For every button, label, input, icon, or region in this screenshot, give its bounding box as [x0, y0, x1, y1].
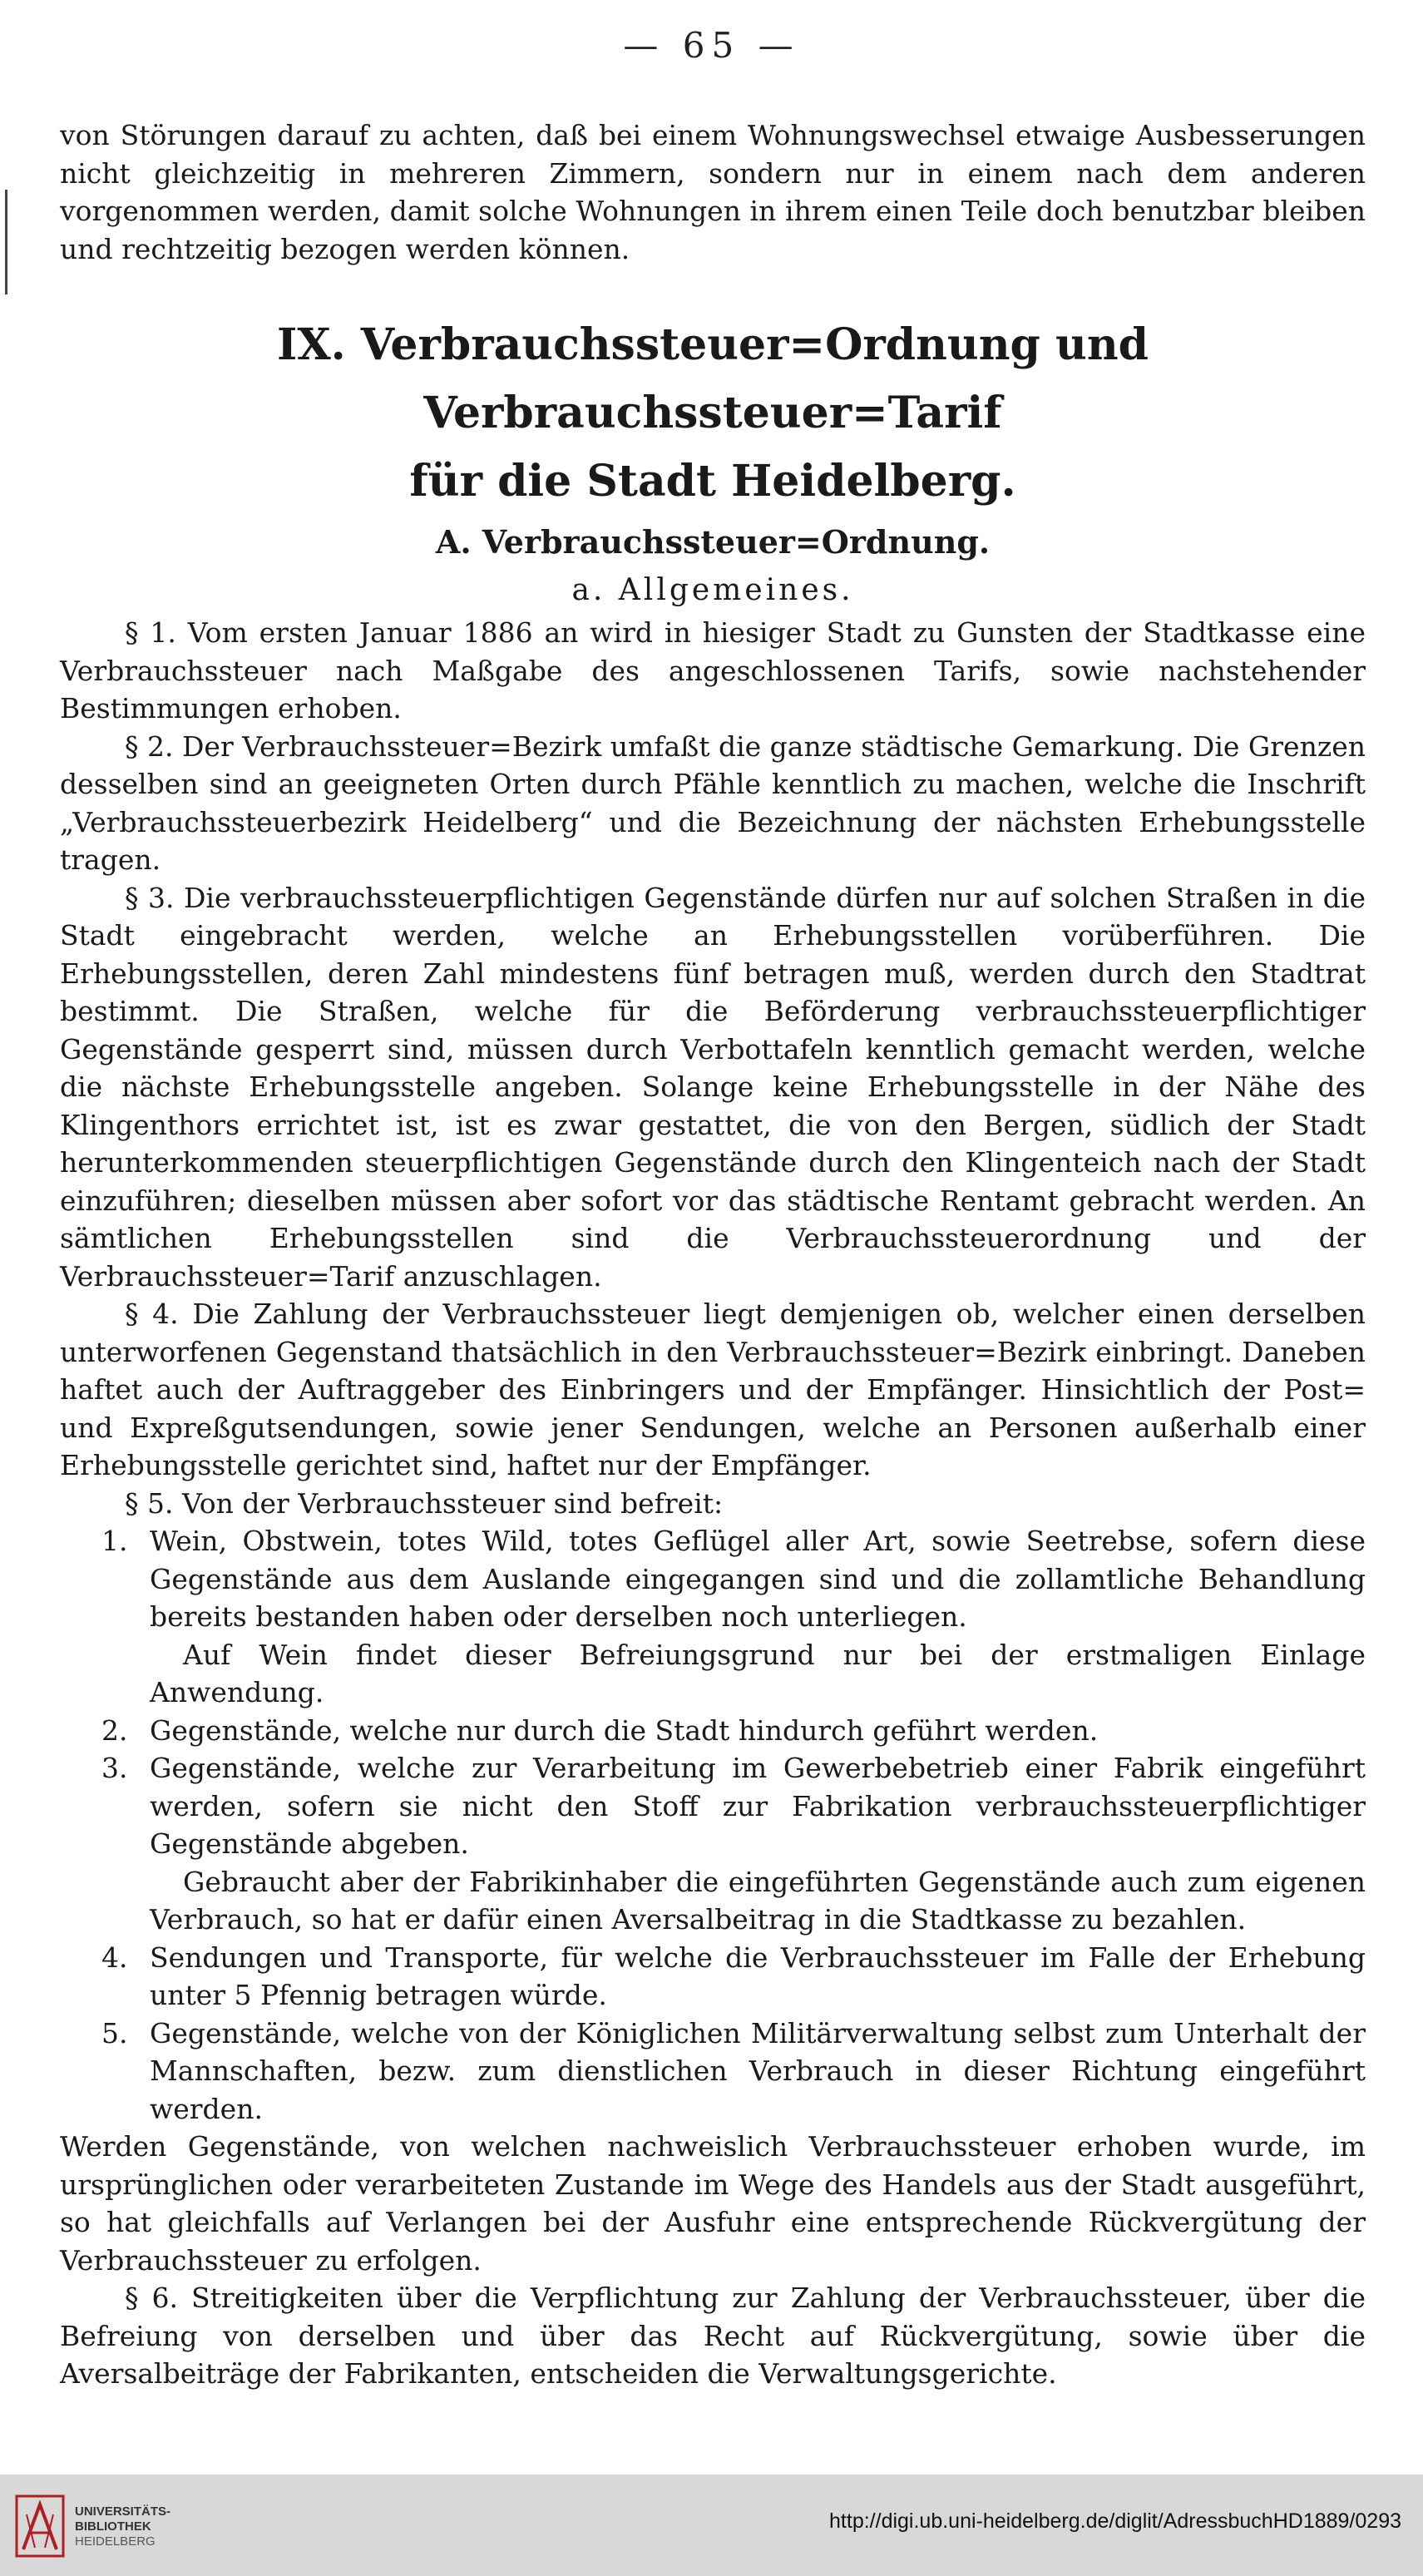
section-title-text: Verbrauchssteuer=Ordnung und Verbrauchssteuer=Tarif: [360, 319, 1149, 438]
paragraph-1: § 1. Vom ersten Januar 1886 an wird in hiesiger Stadt zu Gunsten der Stadtkasse eine Verbrauchssteuer nach Maßgabe des angeschlossenen Tarifs, sowie nachstehender Bestimmungen erhoben.: [60, 616, 1366, 724]
exemption-item: 2. Gegenstände, welche nur durch die Stadt hindurch geführt werden.: [101, 1713, 1099, 1747]
exemption-item: 3. Gegenstände, welche zur Verarbeitung im Gewerbebetrieb einer Fabrik eingeführt werden, sofern sie nicht den Stoff zur Fabrikation verbrauchssteuerpflichtiger Gegenstände abgeben.: [101, 1752, 1366, 1860]
viewer-footer-bar: [0, 2475, 1423, 2576]
paragraph-3: § 3. Die verbrauchssteuerpflichtigen Gegenstände dürfen nur auf solchen Straßen in die Stadt eingebracht werden, welche an Erhebungsstellen vorüberführen. Die Erhebungsstellen, deren Zahl mindestens fünf betragen muß, werden durch den Stadtrat bestimmt. Die Straßen, welche für die Beförderung verbrauchssteuerpflichtiger Gegenstände gesperrt sind, müssen durch Verbottafeln kenntlich gemacht werden, welche die nächste Erhebungsstelle angeben. Solange keine Erhebungsstelle in der Nähe des Klingenthors errichtet ist, ist es zwar gestattet, die von den Bergen, südlich der Stadt herunterkommenden steuerpflichtigen Gegenstände durch den Klingenteich nach der Stadt einzuführen; dieselben müssen aber sofort vor das städtische Rentamt gebracht werden. An sämtlichen Erhebungsstellen sind die Verbrauchssteuerordnung und der Verbrauchssteuer=Tarif anzuschlagen.: [60, 881, 1366, 1293]
paragraph-4: § 4. Die Zahlung der Verbrauchssteuer liegt demjenigen ob, welcher einen derselben unterworfenen Gegenstand thatsächlich in den Verbrauchssteuer=Bezirk einbringt. Daneben haftet auch der Auftraggeber des Einbringers und der Empfänger. Hinsichtlich der Post= und Expreßgutsendungen, sowie jener Sendungen, welche an Personen außerhalb einer Erhebungsstelle gerichtet sind, haftet nur der Empfänger.: [60, 1298, 1366, 1481]
paragraph-2: § 2. Der Verbrauchssteuer=Bezirk umfaßt die ganze städtische Gemarkung. Die Grenzen desselben sind an geeigneten Orten durch Pfähle kenntlich zu machen, welche die Inschrift „Verbrauchssteuerbezirk Heidelberg“ und die Bezeichnung der nächsten Erhebungsstelle tragen.: [60, 729, 1366, 876]
paragraph-5: § 5. Von der Verbrauchssteuer sind befreit:: [125, 1486, 724, 1520]
subtitle: A. Verbrauchssteuer=Ordnung.: [435, 523, 991, 561]
exemption-item: 1. Wein, Obstwein, totes Wild, totes Geflügel aller Art, sowie Seetrebse, sofern diese Gegenstände aus dem Auslande eingegangen sind und die zollamtliche Behandlung bereits bestanden haben oder derselben noch unterliegen.: [101, 1525, 1366, 1633]
paragraph-6: § 6. Streitigkeiten über die Verpflichtung zur Zahlung der Verbrauchssteuer, über die Befreiung von derselben und über das Recht auf Rückvergütung, sowie über die Aversalbeiträge der Fabrikanten, entscheiden die Verwaltungsgerichte.: [60, 2282, 1366, 2390]
page-content: [60, 116, 1366, 2393]
exemption-item: 5. Gegenstände, welche von der Königlichen Militärverwaltung selbst zum Unterhalt der Mannschaften, bezw. zum dienstlichen Verbrauch in dieser Richtung eingeführt werden.: [101, 2016, 1366, 2125]
library-seal-icon: [15, 2494, 65, 2558]
university-library-logo[interactable]: [15, 2493, 198, 2559]
logo-text: UNIVERSITÄTS- BIBLIOTHEK HEIDELBERG: [75, 2504, 171, 2549]
exemption-note: Auf Wein findet dieser Befreiungsgrund nur bei der erstmaligen Einlage Anwendung.: [150, 1638, 1366, 1708]
exemption-item: 4. Sendungen und Transporte, für welche die Verbrauchssteuer im Falle der Erhebung unter 5 Pfennig betragen würde.: [101, 1941, 1366, 2011]
margin-mark: [5, 190, 7, 294]
section-title-line2: für die Stadt Heidelberg.: [409, 456, 1016, 507]
intro-paragraph: von Störungen darauf zu achten, daß bei einem Wohnungswechsel etwaige Ausbesserungen nicht gleichzeitig in mehreren Zimmern, sondern nur in einem nach dem anderen vorgenommen werden, damit solche Wohnungen in ihrem einen Teile doch benutzbar bleiben und rechtzeitig bezogen werden können.: [60, 119, 1366, 265]
source-url-link[interactable]: http://digi.ub.uni-heidelberg.de/diglit/AdressbuchHD1889/0293: [829, 2509, 1401, 2533]
section-title-line1: [60, 311, 1366, 447]
subsection-title: a. Allgemeines.: [571, 573, 854, 607]
paragraph-5-tail: Werden Gegenstände, von welchen nachweislich Verbrauchssteuer erhoben wurde, im ursprünglichen oder verarbeiteten Zustande im Wege des Handels aus der Stadt ausgeführt, so hat gleichfalls auf Verlangen bei der Ausfuhr eine entsprechende Rückvergütung der Verbrauchssteuer zu erfolgen.: [60, 2130, 1366, 2277]
page-number: — 65 —: [623, 25, 800, 66]
exemption-note: Gebraucht aber der Fabrikinhaber die eingeführten Gegenstände auch zum eigenen Verbrauch, so hat er dafür einen Aversalbeitrag in die Stadtkasse zu bezahlen.: [150, 1865, 1366, 1936]
section-roman-numeral: IX.: [277, 319, 346, 370]
